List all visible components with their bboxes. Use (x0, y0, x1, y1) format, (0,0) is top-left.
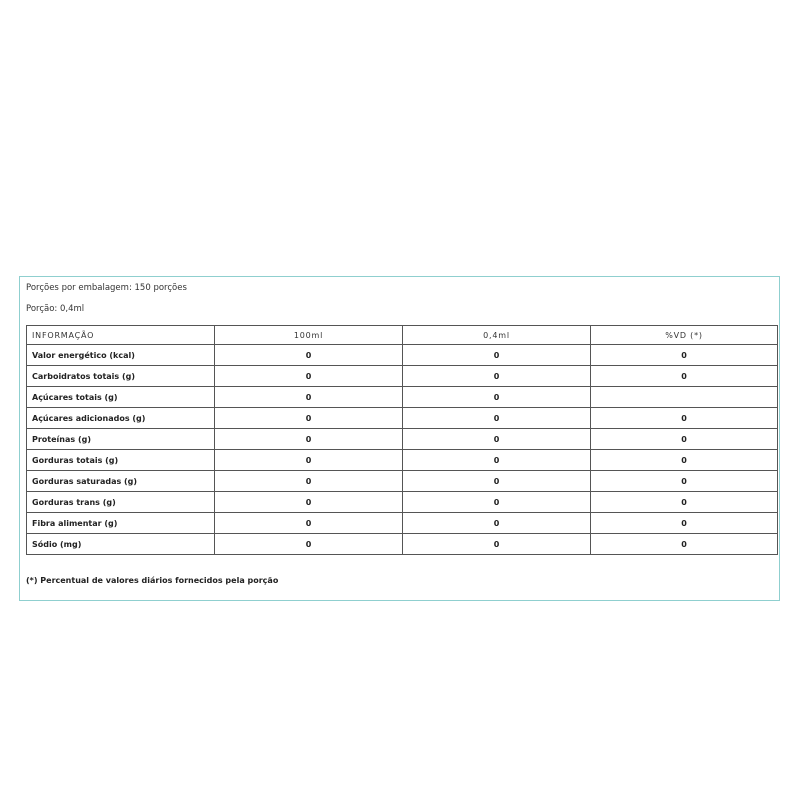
nutrient-name: Gorduras totais (g) (27, 450, 215, 471)
table-row (27, 429, 778, 450)
header-per-100ml: 100ml (215, 326, 403, 345)
value-per-portion: 0 (403, 366, 591, 387)
value-per-100ml: 0 (215, 429, 403, 450)
value-daily-percent: 0 (591, 450, 778, 471)
header-per-portion: 0,4ml (403, 326, 591, 345)
nutrition-table (26, 325, 778, 555)
value-per-100ml: 0 (215, 534, 403, 555)
table-row (27, 450, 778, 471)
value-daily-percent: 0 (591, 345, 778, 366)
nutrient-name: Valor energético (kcal) (27, 345, 215, 366)
value-per-100ml: 0 (215, 387, 403, 408)
value-daily-percent: 0 (591, 513, 778, 534)
value-daily-percent: 0 (591, 408, 778, 429)
value-daily-percent: 0 (591, 429, 778, 450)
value-per-portion: 0 (403, 471, 591, 492)
table-row (27, 345, 778, 366)
header-daily-value: %VD (*) (591, 326, 778, 345)
value-daily-percent: 0 (591, 534, 778, 555)
table-header-row (27, 326, 778, 345)
value-per-portion: 0 (403, 387, 591, 408)
nutrient-name: Açúcares totais (g) (27, 387, 215, 408)
header-information: INFORMAÇÃO (27, 326, 215, 345)
nutrient-name: Fibra alimentar (g) (27, 513, 215, 534)
nutrition-facts-panel (19, 276, 780, 601)
value-daily-percent (591, 387, 778, 408)
value-per-100ml: 0 (215, 513, 403, 534)
value-per-100ml: 0 (215, 450, 403, 471)
value-per-portion: 0 (403, 408, 591, 429)
table-row (27, 366, 778, 387)
value-per-portion: 0 (403, 534, 591, 555)
value-per-portion: 0 (403, 513, 591, 534)
table-row (27, 513, 778, 534)
nutrient-name: Gorduras saturadas (g) (27, 471, 215, 492)
value-per-100ml: 0 (215, 408, 403, 429)
value-per-portion: 0 (403, 429, 591, 450)
value-per-100ml: 0 (215, 366, 403, 387)
nutrient-name: Açúcares adicionados (g) (27, 408, 215, 429)
table-row (27, 408, 778, 429)
table-row (27, 534, 778, 555)
nutrient-name: Proteínas (g) (27, 429, 215, 450)
portion-size: Porção: 0,4ml (26, 304, 85, 314)
value-per-100ml: 0 (215, 345, 403, 366)
value-daily-percent: 0 (591, 471, 778, 492)
servings-per-package: Porções por embalagem: 150 porções (26, 283, 187, 293)
table-row (27, 387, 778, 408)
nutrient-name: Gorduras trans (g) (27, 492, 215, 513)
value-per-100ml: 0 (215, 492, 403, 513)
value-per-portion: 0 (403, 450, 591, 471)
nutrient-name: Sódio (mg) (27, 534, 215, 555)
nutrient-name: Carboidratos totais (g) (27, 366, 215, 387)
value-per-100ml: 0 (215, 471, 403, 492)
value-daily-percent: 0 (591, 492, 778, 513)
value-per-portion: 0 (403, 345, 591, 366)
table-row (27, 471, 778, 492)
table-row (27, 492, 778, 513)
value-per-portion: 0 (403, 492, 591, 513)
value-daily-percent: 0 (591, 366, 778, 387)
daily-value-footnote: (*) Percentual de valores diários fornecidos pela porção (26, 576, 279, 585)
